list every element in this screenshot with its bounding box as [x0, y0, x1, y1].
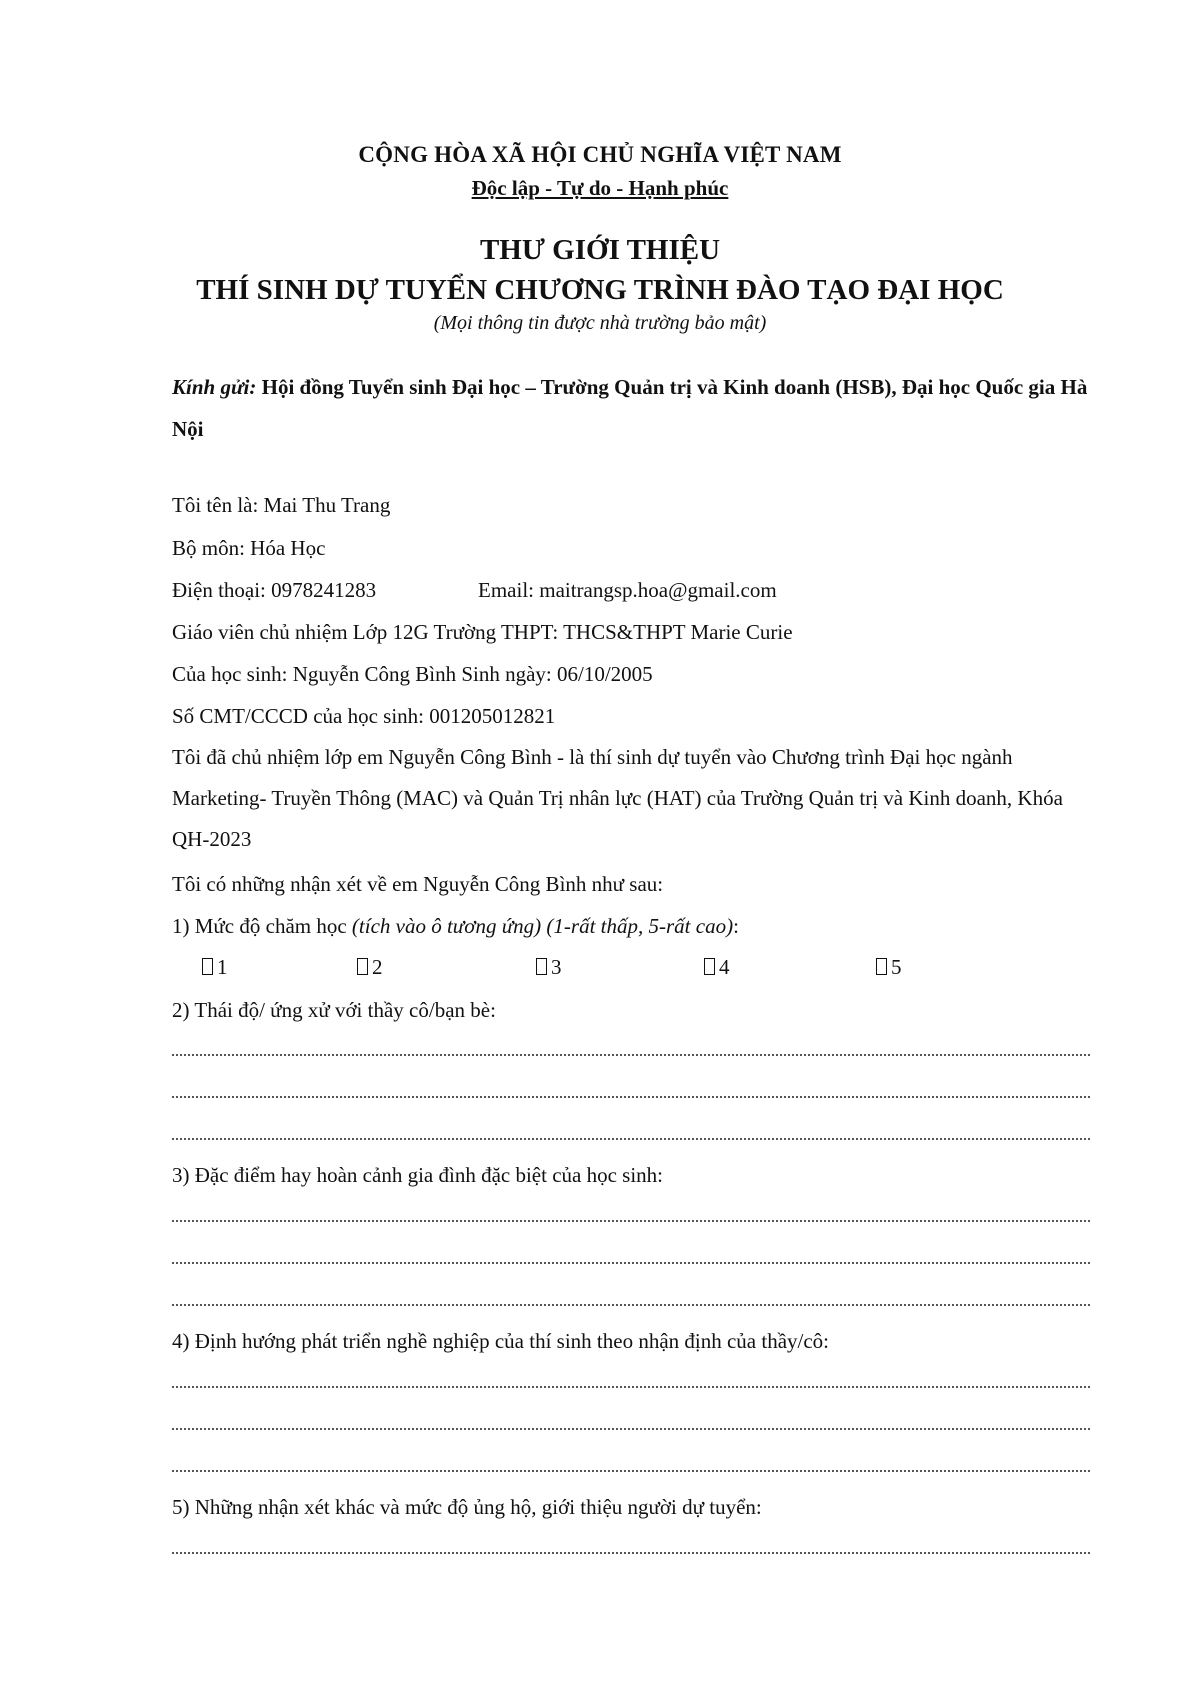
answer-line[interactable] — [172, 1096, 1090, 1098]
question-1: 1) Mức độ chăm học (tích vào ô tương ứng) (1-rất thấp, 5-rất cao): — [172, 914, 739, 938]
question-2: 2) Thái độ/ ứng xử với thầy cô/bạn bè: — [172, 998, 496, 1022]
letter-title: THƯ GIỚI THIỆU — [479, 234, 721, 266]
teacher-name: Tôi tên là: Mai Thu Trang — [172, 493, 391, 517]
checkbox-icon[interactable] — [536, 958, 547, 975]
teacher-phone: Điện thoại: 0978241283 — [172, 578, 377, 602]
nation-heading: CỘNG HÒA XÃ HỘI CHỦ NGHĨA VIỆT NAM — [358, 142, 842, 167]
answer-line[interactable] — [172, 1054, 1090, 1056]
checkbox-icon[interactable] — [876, 958, 887, 975]
rating-option-3[interactable]: 3 — [536, 955, 562, 980]
question-5: 5) Những nhận xét khác và mức độ ủng hộ, giới thiệu người dự tuyển: — [172, 1495, 762, 1519]
answer-line[interactable] — [172, 1386, 1090, 1388]
rating-option-5[interactable]: 5 — [876, 955, 902, 980]
question-3: 3) Đặc điểm hay hoàn cảnh gia đình đặc biệt của học sinh: — [172, 1163, 663, 1187]
answer-line[interactable] — [172, 1220, 1090, 1222]
question-4: 4) Định hướng phát triển nghề nghiệp của thí sinh theo nhận định của thầy/cô: — [172, 1329, 830, 1353]
recipient-text: Hội đồng Tuyển sinh Đại học – Trường Quản trị và Kinh doanh (HSB), Đại học Quốc gia Hà Nội — [172, 375, 1088, 441]
rating-option-2[interactable]: 2 — [357, 955, 383, 980]
answer-line[interactable] — [172, 1304, 1090, 1306]
teacher-email: Email: maitrangsp.hoa@gmail.com — [478, 578, 777, 602]
checkbox-icon[interactable] — [704, 958, 715, 975]
motto-heading: Độc lập - Tự do - Hạnh phúc — [471, 176, 729, 200]
answer-line[interactable] — [172, 1428, 1090, 1430]
answer-line[interactable] — [172, 1138, 1090, 1140]
answer-line[interactable] — [172, 1262, 1090, 1264]
recipient-block — [172, 366, 1092, 450]
answer-line[interactable] — [172, 1470, 1090, 1472]
student-info: Của học sinh: Nguyễn Công Bình Sinh ngày: 06/10/2005 — [172, 662, 653, 686]
privacy-note: (Mọi thông tin được nhà trường bảo mật) — [433, 312, 767, 334]
answer-line[interactable] — [172, 1552, 1090, 1554]
homeroom-info: Giáo viên chủ nhiệm Lớp 12G Trường THPT: THCS&THPT Marie Curie — [172, 620, 793, 644]
student-id: Số CMT/CCCD của học sinh: 001205012821 — [172, 704, 556, 728]
homeroom-statement: Tôi đã chủ nhiệm lớp em Nguyễn Công Bình - là thí sinh dự tuyển vào Chương trình Đại học ngành Marketing- Truyền Thông (MAC) và Quản Trị nhân lực (HAT) của Trường Quản trị và Kinh doanh, Khóa QH-2023 — [172, 745, 1063, 851]
rating-option-4[interactable]: 4 — [704, 955, 730, 980]
teacher-subject: Bộ môn: Hóa Học — [172, 536, 326, 560]
letter-subtitle: THÍ SINH DỰ TUYỂN CHƯƠNG TRÌNH ĐÀO TẠO ĐẠI HỌC — [196, 274, 1004, 306]
rating-option-1[interactable]: 1 — [202, 955, 228, 980]
checkbox-icon[interactable] — [357, 958, 368, 975]
assessment-intro: Tôi có những nhận xét về em Nguyễn Công Bình như sau: — [172, 872, 664, 896]
checkbox-icon[interactable] — [202, 958, 213, 975]
recipient-label: Kính gửi: — [172, 375, 257, 399]
